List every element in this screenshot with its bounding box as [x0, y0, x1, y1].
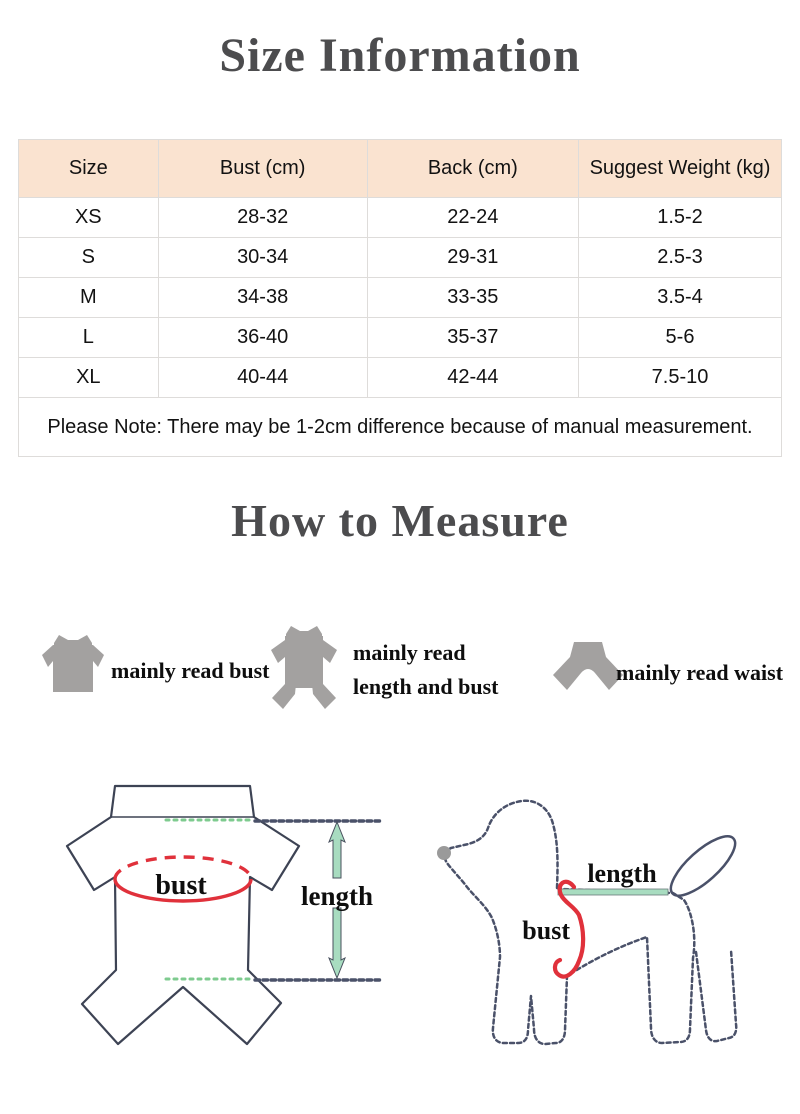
cell-weight: 3.5-4 [579, 278, 782, 318]
cell-back: 35-37 [367, 318, 578, 358]
cell-back: 33-35 [367, 278, 578, 318]
table-row-l [19, 318, 782, 358]
dog-length-label: length [587, 859, 657, 888]
jumpsuit-icon [262, 626, 346, 710]
garment-outline [67, 786, 299, 1044]
dog-bust-label: bust [522, 916, 570, 945]
dog-far-hind-leg [696, 950, 736, 1041]
cell-weight: 7.5-10 [579, 358, 782, 398]
cell-bust: 34-38 [158, 278, 367, 318]
shorts-icon [553, 642, 623, 698]
garment-bust-label: bust [155, 870, 207, 901]
table-row-xl [19, 358, 782, 398]
cell-weight: 2.5-3 [579, 238, 782, 278]
cell-back: 29-31 [367, 238, 578, 278]
cell-weight: 5-6 [579, 318, 782, 358]
cell-bust: 36-40 [158, 318, 367, 358]
size-table [18, 139, 782, 457]
table-note-row [19, 398, 782, 457]
cell-back: 22-24 [367, 198, 578, 238]
tshirt-icon [40, 634, 106, 696]
dog-nose [437, 846, 451, 860]
length-arrow-up [329, 822, 345, 878]
dog-measure-diagram [405, 775, 800, 1075]
garment-measure-diagram [40, 778, 410, 1068]
size-information-title: Size Information [219, 29, 581, 82]
legend-label-waist: mainly read waist [616, 660, 784, 685]
cell-size: XS [19, 198, 159, 238]
table-row-s [19, 238, 782, 278]
cell-size: L [19, 318, 159, 358]
col-header-bust: Bust (cm) [158, 140, 367, 198]
cell-size: XL [19, 358, 159, 398]
measurement-note: Please Note: There may be 1-2cm difference because of manual measurement. [19, 398, 782, 457]
legend-label-line2: length and bust [353, 674, 499, 699]
col-header-weight: Suggest Weight (kg) [579, 140, 782, 198]
cell-bust: 40-44 [158, 358, 367, 398]
cell-size: S [19, 238, 159, 278]
cell-size: M [19, 278, 159, 318]
size-table-container [18, 139, 782, 457]
cell-weight: 1.5-2 [579, 198, 782, 238]
cell-back: 42-44 [367, 358, 578, 398]
legend-label-length-bust [353, 636, 499, 704]
table-row-xs [19, 198, 782, 238]
cell-bust: 30-34 [158, 238, 367, 278]
col-header-back: Back (cm) [367, 140, 578, 198]
garment-length-label: length [300, 881, 374, 911]
col-header-size: Size [19, 140, 159, 198]
dog-length-line [558, 889, 668, 895]
legend-label-line1: mainly read [353, 640, 466, 665]
size-table-header-row [19, 140, 782, 198]
cell-bust: 28-32 [158, 198, 367, 238]
length-arrow-down [329, 908, 345, 978]
legend-label-bust: mainly read bust [111, 658, 270, 683]
table-row-m [19, 278, 782, 318]
how-to-measure-title: How to Measure [231, 495, 569, 546]
